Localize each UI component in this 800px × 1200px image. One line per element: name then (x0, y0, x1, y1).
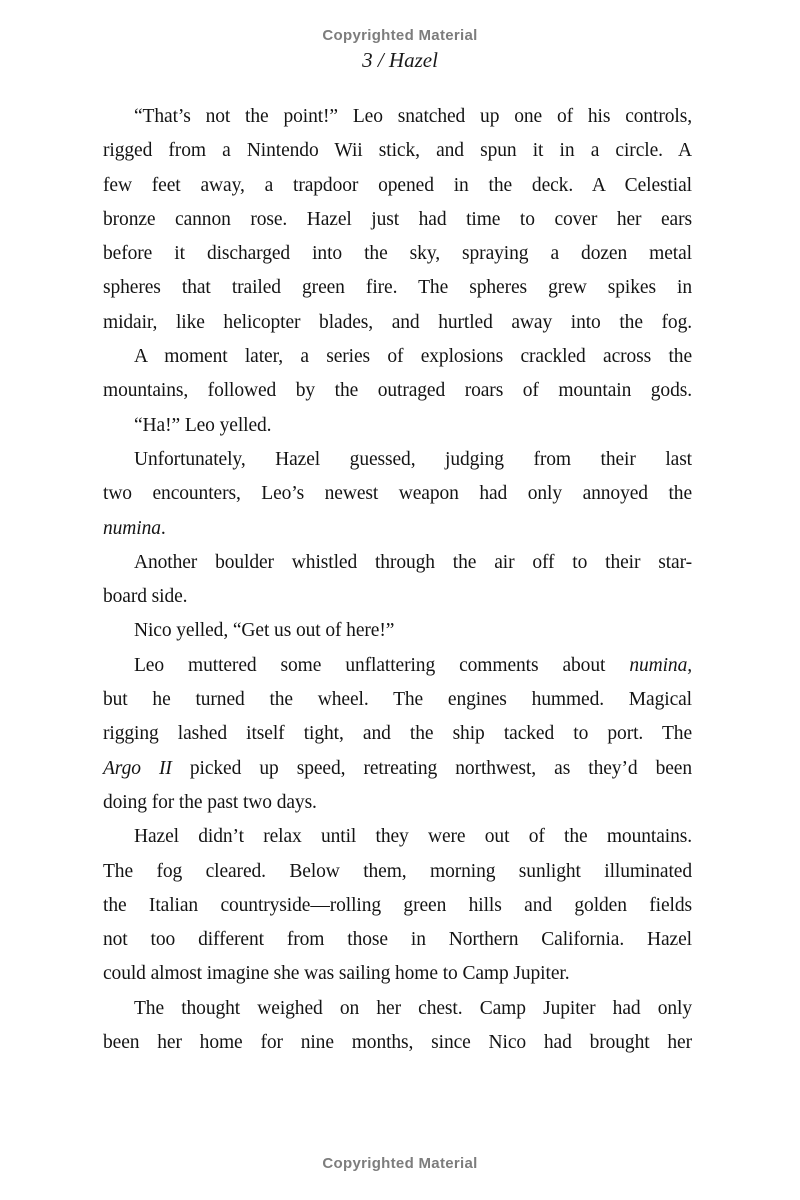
text: “That’s not the point!” Leo snatched up one of his controls, (134, 106, 692, 127)
text-line (103, 134, 692, 168)
text-line (103, 409, 692, 443)
text-line (103, 786, 692, 820)
text: Unfortunately, Hazel guessed, judging from their last (134, 448, 692, 470)
text: the Italian countryside—rolling green hills and golden fields (103, 894, 692, 916)
text-line (103, 477, 692, 511)
text: but he turned the wheel. The engines hummed. Magical (103, 689, 692, 711)
text: doing for the past two days. (103, 791, 317, 813)
text-line (103, 169, 692, 203)
text: Hazel didn’t relax until they were out of the mountains. (134, 826, 692, 848)
text-line (103, 717, 692, 751)
text-line (103, 580, 692, 614)
text: not too different from those in Northern California. Hazel (103, 929, 692, 951)
text: before it discharged into the sky, spraying a dozen metal (103, 243, 692, 265)
text-line (103, 820, 692, 854)
text: could almost imagine she was sailing home to Camp Jupiter. (103, 963, 570, 985)
text-line (103, 443, 692, 477)
text: . (160, 517, 166, 539)
text-line (103, 374, 692, 408)
italic-text: numina, (629, 654, 692, 676)
text-line (103, 752, 692, 786)
text-line (103, 306, 692, 340)
text-line (103, 649, 692, 683)
text-line (103, 992, 692, 1026)
text: two encounters, Leo’s newest weapon had only annoyed the (103, 483, 692, 505)
text-line (103, 203, 692, 237)
running-head: 3 / Hazel (362, 48, 438, 72)
text: Another boulder whistled through the air off to their star- (134, 551, 692, 573)
text: rigged from a Nintendo Wii stick, and spun it in a circle. A (103, 140, 692, 162)
text-line (103, 614, 692, 648)
text-line (103, 1026, 692, 1060)
text: bronze cannon rose. Hazel just had time to cover her ears (103, 208, 692, 230)
text-line (103, 683, 692, 717)
copyright-notice-top: Copyrighted Material (322, 27, 478, 44)
text: “Ha!” Leo yelled. (134, 414, 272, 436)
text-line (103, 923, 692, 957)
text: midair, like helicopter blades, and hurtled away into the fog. (103, 311, 692, 333)
text: The fog cleared. Below them, morning sunlight illuminated (103, 860, 692, 882)
text: rigging lashed itself tight, and the ship tacked to port. The (103, 723, 692, 745)
text: Leo muttered some unflattering comments about (134, 654, 630, 676)
text: The thought weighed on her chest. Camp Jupiter had only (134, 997, 692, 1019)
text-line (103, 512, 692, 546)
italic-text: numina (103, 517, 161, 539)
text: A moment later, a series of explosions crackled across the (134, 346, 692, 368)
text-line (103, 340, 692, 374)
text-line (103, 100, 692, 134)
text: board side. (103, 586, 188, 608)
text-line (103, 271, 692, 305)
copyright-notice-bottom: Copyrighted Material (322, 1155, 478, 1172)
text: spheres that trailed green fire. The spheres grew spikes in (103, 277, 692, 299)
text-line (103, 546, 692, 580)
text: mountains, followed by the outraged roars of mountain gods. (103, 380, 692, 402)
text-line (103, 237, 692, 271)
text-line (103, 957, 692, 991)
italic-text: Argo II (103, 757, 172, 779)
text: picked up speed, retreating northwest, as they’d been (171, 757, 692, 779)
text-line (103, 889, 692, 923)
text-line (103, 855, 692, 889)
text: Nico yelled, “Get us out of here!” (134, 620, 395, 642)
text: been her home for nine months, since Nico had brought her (103, 1032, 692, 1054)
text: few feet away, a trapdoor opened in the deck. A Celestial (103, 174, 692, 196)
body-text (103, 100, 692, 1060)
